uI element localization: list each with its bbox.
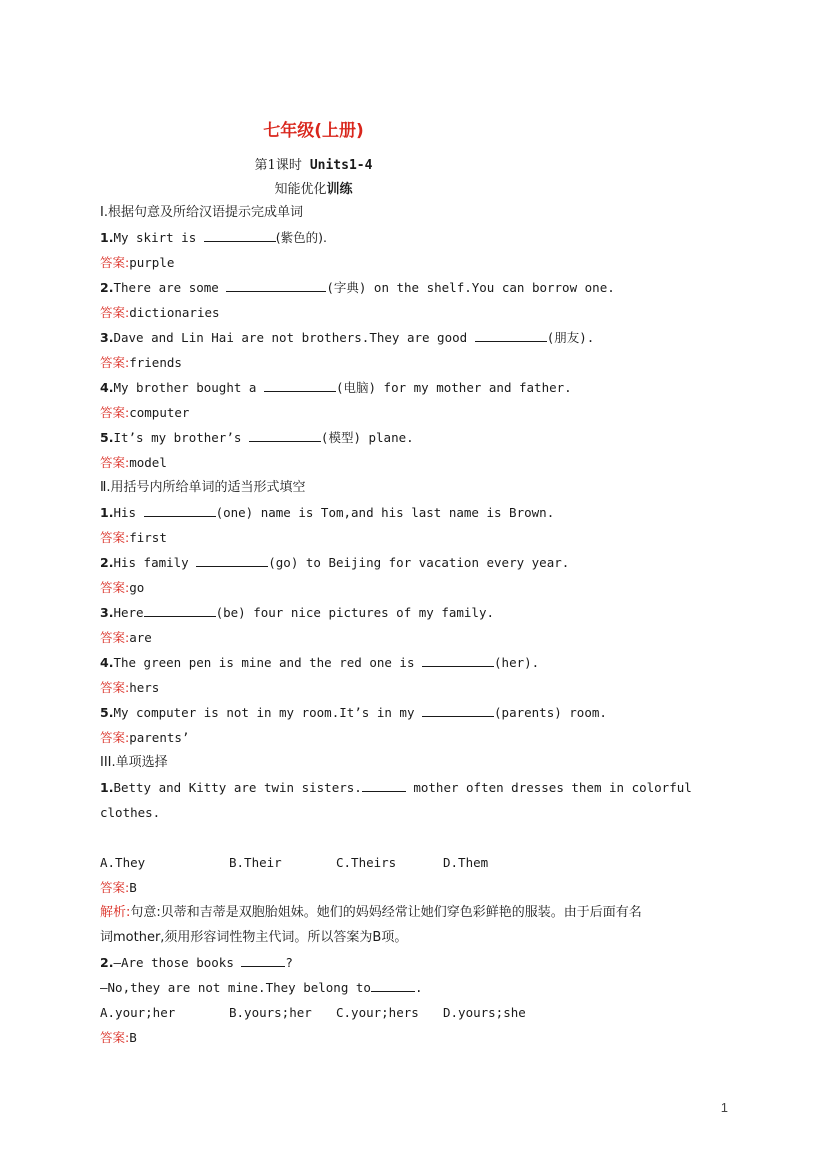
answer-text: are bbox=[129, 630, 152, 645]
answer-label: 答案: bbox=[100, 255, 130, 270]
answer-label: 答案: bbox=[100, 1030, 130, 1045]
s2-answer-5 bbox=[100, 729, 189, 747]
question-text: ? bbox=[285, 955, 293, 970]
question-number: 1. bbox=[100, 505, 114, 520]
s3-question-1-cont: clothes. bbox=[100, 805, 161, 820]
s1-question-1 bbox=[100, 229, 327, 247]
lesson-label: 第1课时 bbox=[254, 158, 302, 173]
s1-answer-3 bbox=[100, 354, 182, 372]
answer-label: 答案: bbox=[100, 530, 130, 545]
s1-answer-1 bbox=[100, 254, 174, 272]
s3-question-1 bbox=[100, 779, 692, 797]
question-text: His family bbox=[113, 555, 197, 570]
question-text: My computer is not in my room.It’s in my bbox=[113, 705, 423, 720]
question-number: 5. bbox=[100, 705, 114, 720]
question-text: (be) four nice pictures of my family. bbox=[215, 605, 495, 620]
s3-answer-1 bbox=[100, 879, 137, 897]
s1-question-4 bbox=[100, 379, 572, 397]
answer-label: 答案: bbox=[100, 355, 130, 370]
option-b: B.Their bbox=[229, 855, 282, 870]
s1-answer-4 bbox=[100, 404, 189, 422]
option-d: D.yours;she bbox=[443, 1005, 526, 1020]
s2-answer-2 bbox=[100, 579, 144, 597]
question-text: . bbox=[414, 980, 423, 995]
question-text: mother often dresses them in colorful bbox=[405, 780, 692, 795]
answer-label: 答案: bbox=[100, 580, 130, 595]
question-text: (her). bbox=[494, 655, 540, 670]
s2-answer-3 bbox=[100, 629, 152, 647]
lesson-header bbox=[0, 154, 627, 173]
answer-label: 答案: bbox=[100, 730, 130, 745]
answer-text: model bbox=[129, 455, 167, 470]
question-number: 2. bbox=[100, 280, 114, 295]
page-number: 1 bbox=[720, 1100, 728, 1115]
answer-text: go bbox=[129, 580, 145, 595]
question-number: 2. bbox=[100, 955, 114, 970]
s1-answer-2 bbox=[100, 304, 220, 322]
question-text: (模型) plane. bbox=[320, 430, 414, 445]
s1-question-3 bbox=[100, 329, 594, 347]
question-text: His bbox=[113, 505, 144, 520]
answer-blank bbox=[371, 979, 415, 992]
answer-blank bbox=[249, 429, 321, 442]
option-c: C.Theirs bbox=[336, 855, 397, 870]
question-number: 1. bbox=[100, 780, 114, 795]
analysis-text: 句意:贝蒂和吉蒂是双胞胎姐妹。她们的妈妈经常让她们穿色彩鲜艳的服装。由于后面有名 bbox=[130, 905, 642, 920]
training-heading bbox=[0, 178, 627, 197]
option-b: B.yours;her bbox=[229, 1005, 312, 1020]
section-3-heading: III.单项选择 bbox=[100, 755, 168, 770]
answer-blank bbox=[264, 379, 336, 392]
s1-question-5 bbox=[100, 429, 414, 447]
answer-text: parents’ bbox=[129, 730, 190, 745]
question-number: 3. bbox=[100, 330, 114, 345]
question-number: 4. bbox=[100, 655, 114, 670]
answer-blank bbox=[475, 329, 547, 342]
section-1-heading: Ⅰ.根据句意及所给汉语提示完成单词 bbox=[100, 205, 303, 220]
answer-label: 答案: bbox=[100, 405, 130, 420]
page-title: 七年级(上册) bbox=[263, 121, 364, 141]
training-heading-b: 训练 bbox=[326, 182, 353, 197]
question-text: (parents) room. bbox=[494, 705, 607, 720]
answer-text: hers bbox=[129, 680, 160, 695]
option-a: A.your;her bbox=[100, 1005, 176, 1020]
option-a: A.They bbox=[100, 855, 146, 870]
answer-text: friends bbox=[129, 355, 182, 370]
answer-text: computer bbox=[129, 405, 190, 420]
answer-label: 答案: bbox=[100, 305, 130, 320]
question-text: My skirt is bbox=[113, 230, 204, 245]
question-text: It’s my brother’s bbox=[113, 430, 249, 445]
question-text: Betty and Kitty are twin sisters. bbox=[113, 780, 362, 795]
answer-blank bbox=[144, 604, 216, 617]
s1-answer-5 bbox=[100, 454, 167, 472]
question-text: (朋友). bbox=[546, 330, 595, 345]
s1-question-2 bbox=[100, 279, 615, 297]
s2-question-1 bbox=[100, 504, 554, 522]
answer-label: 答案: bbox=[100, 630, 130, 645]
question-number: 1. bbox=[100, 230, 114, 245]
question-number: 3. bbox=[100, 605, 114, 620]
s3-answer-2 bbox=[100, 1029, 137, 1047]
question-text: (字典) on the shelf.You can borrow one. bbox=[326, 280, 615, 295]
question-text: (one) name is Tom,and his last name is Brown. bbox=[215, 505, 555, 520]
answer-blank bbox=[241, 954, 285, 967]
section-2-heading: Ⅱ.用括号内所给单词的适当形式填空 bbox=[100, 480, 306, 495]
answer-blank bbox=[196, 554, 268, 567]
question-text: Dave and Lin Hai are not brothers.They are good bbox=[113, 330, 475, 345]
answer-blank bbox=[144, 504, 216, 517]
s3-question-2 bbox=[100, 954, 293, 972]
answer-text: B bbox=[129, 880, 137, 895]
question-text: My brother bought a bbox=[113, 380, 264, 395]
answer-text: dictionaries bbox=[129, 305, 220, 320]
s2-question-3 bbox=[100, 604, 494, 622]
question-text: —Are those books bbox=[113, 955, 242, 970]
answer-blank bbox=[226, 279, 326, 292]
question-text: (紫色的). bbox=[275, 230, 327, 245]
units-label: Units1-4 bbox=[309, 158, 373, 173]
question-text: (电脑) for my mother and father. bbox=[335, 380, 572, 395]
question-text: The green pen is mine and the red one is bbox=[113, 655, 423, 670]
answer-text: B bbox=[129, 1030, 137, 1045]
question-text: Here bbox=[113, 605, 144, 620]
s2-question-5 bbox=[100, 704, 607, 722]
question-number: 4. bbox=[100, 380, 114, 395]
option-d: D.Them bbox=[443, 855, 489, 870]
answer-blank bbox=[362, 779, 406, 792]
analysis-label: 解析: bbox=[100, 905, 131, 920]
s2-answer-1 bbox=[100, 529, 167, 547]
question-text: —No,they are not mine.They belong to bbox=[100, 980, 371, 995]
question-number: 5. bbox=[100, 430, 114, 445]
question-text: There are some bbox=[113, 280, 227, 295]
s3-analysis-1-cont: 词mother,须用形容词性物主代词。所以答案为B项。 bbox=[100, 930, 408, 945]
answer-blank bbox=[204, 229, 276, 242]
answer-blank bbox=[422, 704, 494, 717]
s2-question-2 bbox=[100, 554, 569, 572]
s3-question-2-reply bbox=[100, 979, 422, 997]
s3-analysis-1 bbox=[100, 904, 642, 922]
answer-label: 答案: bbox=[100, 680, 130, 695]
answer-label: 答案: bbox=[100, 880, 130, 895]
answer-blank bbox=[422, 654, 494, 667]
question-text: (go) to Beijing for vacation every year. bbox=[268, 555, 570, 570]
answer-text: purple bbox=[129, 255, 175, 270]
answer-text: first bbox=[129, 530, 167, 545]
training-heading-a: 知能优化 bbox=[274, 182, 327, 197]
question-number: 2. bbox=[100, 555, 114, 570]
s2-answer-4 bbox=[100, 679, 159, 697]
s2-question-4 bbox=[100, 654, 539, 672]
option-c: C.your;hers bbox=[336, 1005, 419, 1020]
answer-label: 答案: bbox=[100, 455, 130, 470]
